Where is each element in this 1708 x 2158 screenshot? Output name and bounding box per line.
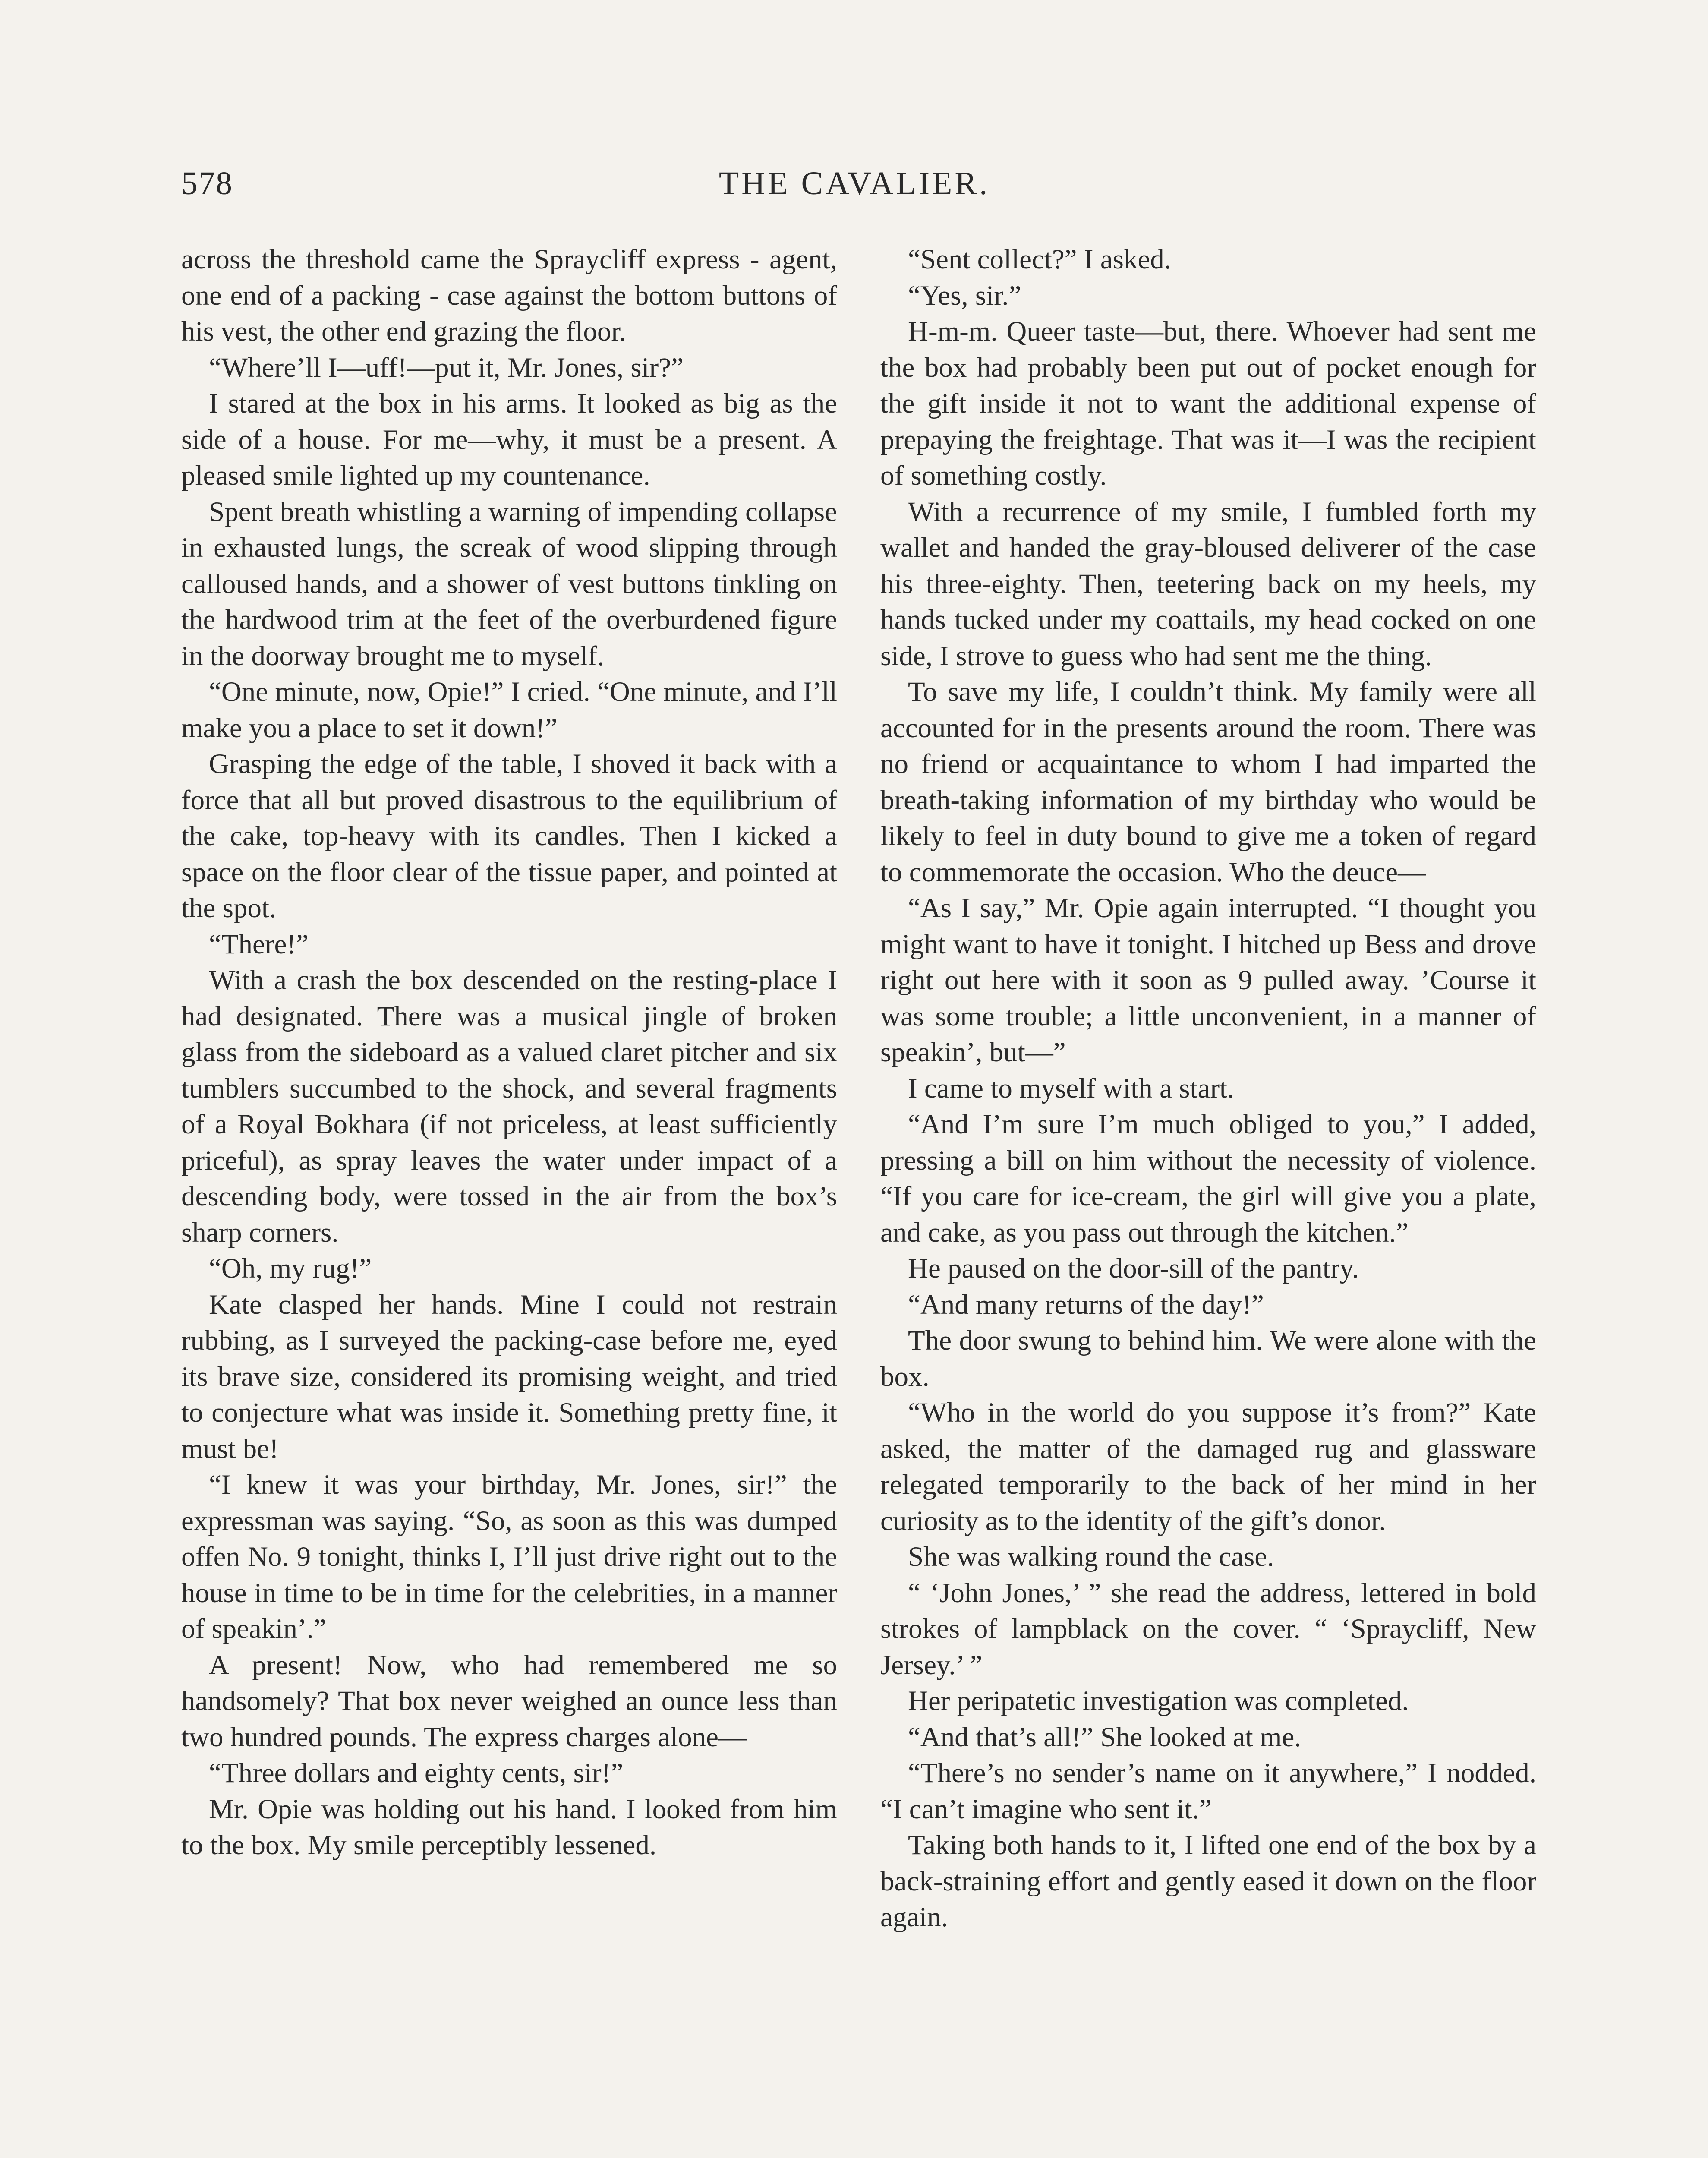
paragraph: “And that’s all!” She looked at me.: [908, 1721, 1301, 1753]
paragraph: Kate clasped her hands. Mine I could not restrain rubbing, as I surveyed the packing-case before me, eyed its brave size, considered its promising weight, and tried to conjecture what was inside it. Something pretty fine, it must be!: [181, 1289, 837, 1464]
paragraph: With a crash the box descended on the resting-place I had designated. There was a musical jingle of broken glass from the sideboard as a valued claret pitcher and six tumblers succumbed to the shock, and several fragments of a Royal Bokhara (if not priceless, at least sufficiently priceful), as spray leaves the water under impact of a descending body, were tossed in the air from the box’s sharp corners.: [181, 965, 837, 1248]
paragraph: “Where’ll I—uff!—put it, Mr. Jones, sir?”: [209, 352, 684, 383]
paragraph: “There!”: [209, 928, 309, 960]
paragraph: “Who in the world do you suppose it’s from?” Kate asked, the matter of the damaged rug and glassware relegated temporarily to the back of her mind in her curiosity as to the identity of the gift’s donor.: [880, 1397, 1536, 1536]
paragraph: “Three dollars and eighty cents, sir!”: [209, 1757, 624, 1789]
page-number: 578: [181, 165, 233, 202]
running-head: [181, 165, 1528, 212]
paragraph: To save my life, I couldn’t think. My family were all accounted for in the presents around the room. There was no friend or acquaintance to whom I had imparted the breath-taking information of my birthday who would be likely to feel in duty bound to give me a token of regard to commemorate the occasion. Who the deuce—: [880, 676, 1536, 888]
paragraph: With a recurrence of my smile, I fumbled forth my wallet and handed the gray-bloused deliverer of the case his three-eighty. Then, teetering back on my heels, my hands tucked under my coattails, my head cocked on one side, I strove to guess who had sent me the thing.: [880, 496, 1536, 672]
paragraph: I stared at the box in his arms. It looked as big as the side of a house. For me—why, it must be a present. A pleased smile lighted up my countenance.: [181, 388, 837, 491]
paragraph: Taking both hands to it, I lifted one end of the box by a back-straining effort and gently eased it down on the floor again.: [880, 1830, 1536, 1933]
paragraph: “As I say,” Mr. Opie again interrupted. “I thought you might want to have it tonight. I hitched up Bess and drove right out here with it soon as 9 pulled away. ’Course it was some trouble; a little unconvenient, in a manner of speakin’, but—”: [880, 893, 1536, 1068]
paragraph: “And I’m sure I’m much obliged to you,” I added, pressing a bill on him without the necessity of violence. “If you care for ice-cream, the girl will give you a plate, and cake, as you pass out through the kitchen.”: [880, 1109, 1536, 1248]
magazine-title: THE CAVALIER.: [718, 165, 990, 202]
paragraph: The door swung to behind him. We were alone with the box.: [880, 1325, 1536, 1392]
paragraph: “I knew it was your birthday, Mr. Jones, sir!” the expressman was saying. “So, as soon as this was dumped offen No. 9 tonight, thinks I, I’ll just drive right out to the house in time to be in time for the celebrities, in a manner of speakin’.”: [181, 1469, 837, 1644]
paragraph: “One minute, now, Opie!” I cried. “One minute, and I’ll make you a place to set it down!”: [181, 676, 837, 744]
paragraph: Mr. Opie was holding out his hand. I looked from him to the box. My smile perceptibly lessened.: [181, 1793, 837, 1861]
paragraph: “Yes, sir.”: [908, 280, 1021, 311]
paragraph: “ ‘John Jones,’ ” she read the address, lettered in bold strokes of lampblack on the cover. “ ‘Spraycliff, New Jersey.’ ”: [880, 1577, 1536, 1681]
left-column: [181, 242, 837, 1864]
paragraph: H-m-m. Queer taste—but, there. Whoever had sent me the box had probably been put out of pocket enough for the gift inside it not to want the additional expense of prepaying the freightage. That was it—I was the recipient of something costly.: [880, 316, 1536, 491]
paragraph: He paused on the door-sill of the pantry.: [908, 1253, 1359, 1284]
paragraph: Her peripatetic investigation was completed.: [908, 1685, 1409, 1716]
paragraph: A present! Now, who had remembered me so handsomely? That box never weighed an ounce less than two hundred pounds. The express charges alone—: [181, 1649, 837, 1753]
paragraph: “Sent collect?” I asked.: [908, 244, 1171, 275]
paragraph: I came to myself with a start.: [908, 1073, 1235, 1104]
paragraph: “Oh, my rug!”: [209, 1253, 372, 1284]
paragraph: Spent breath whistling a warning of impending collapse in exhausted lungs, the screak of wood slipping through calloused hands, and a shower of vest buttons tinkling on the hardwood trim at the feet of the overburdened figure in the doorway brought me to myself.: [181, 496, 837, 672]
paragraph: Grasping the edge of the table, I shoved it back with a force that all but proved disastrous to the equilibrium of the cake, top-heavy with its candles. Then I kicked a space on the floor clear of the tissue paper, and pointed at the spot.: [181, 748, 837, 924]
paragraph: across the threshold came the Spraycliff express - agent, one end of a packing - case against the bottom buttons of his vest, the other end grazing the floor.: [181, 244, 837, 347]
paragraph: “And many returns of the day!”: [908, 1289, 1264, 1320]
right-column: [880, 242, 1536, 1936]
paragraph: “There’s no sender’s name on it anywhere,” I nodded. “I can’t imagine who sent it.”: [880, 1757, 1536, 1825]
paragraph: She was walking round the case.: [908, 1541, 1274, 1572]
